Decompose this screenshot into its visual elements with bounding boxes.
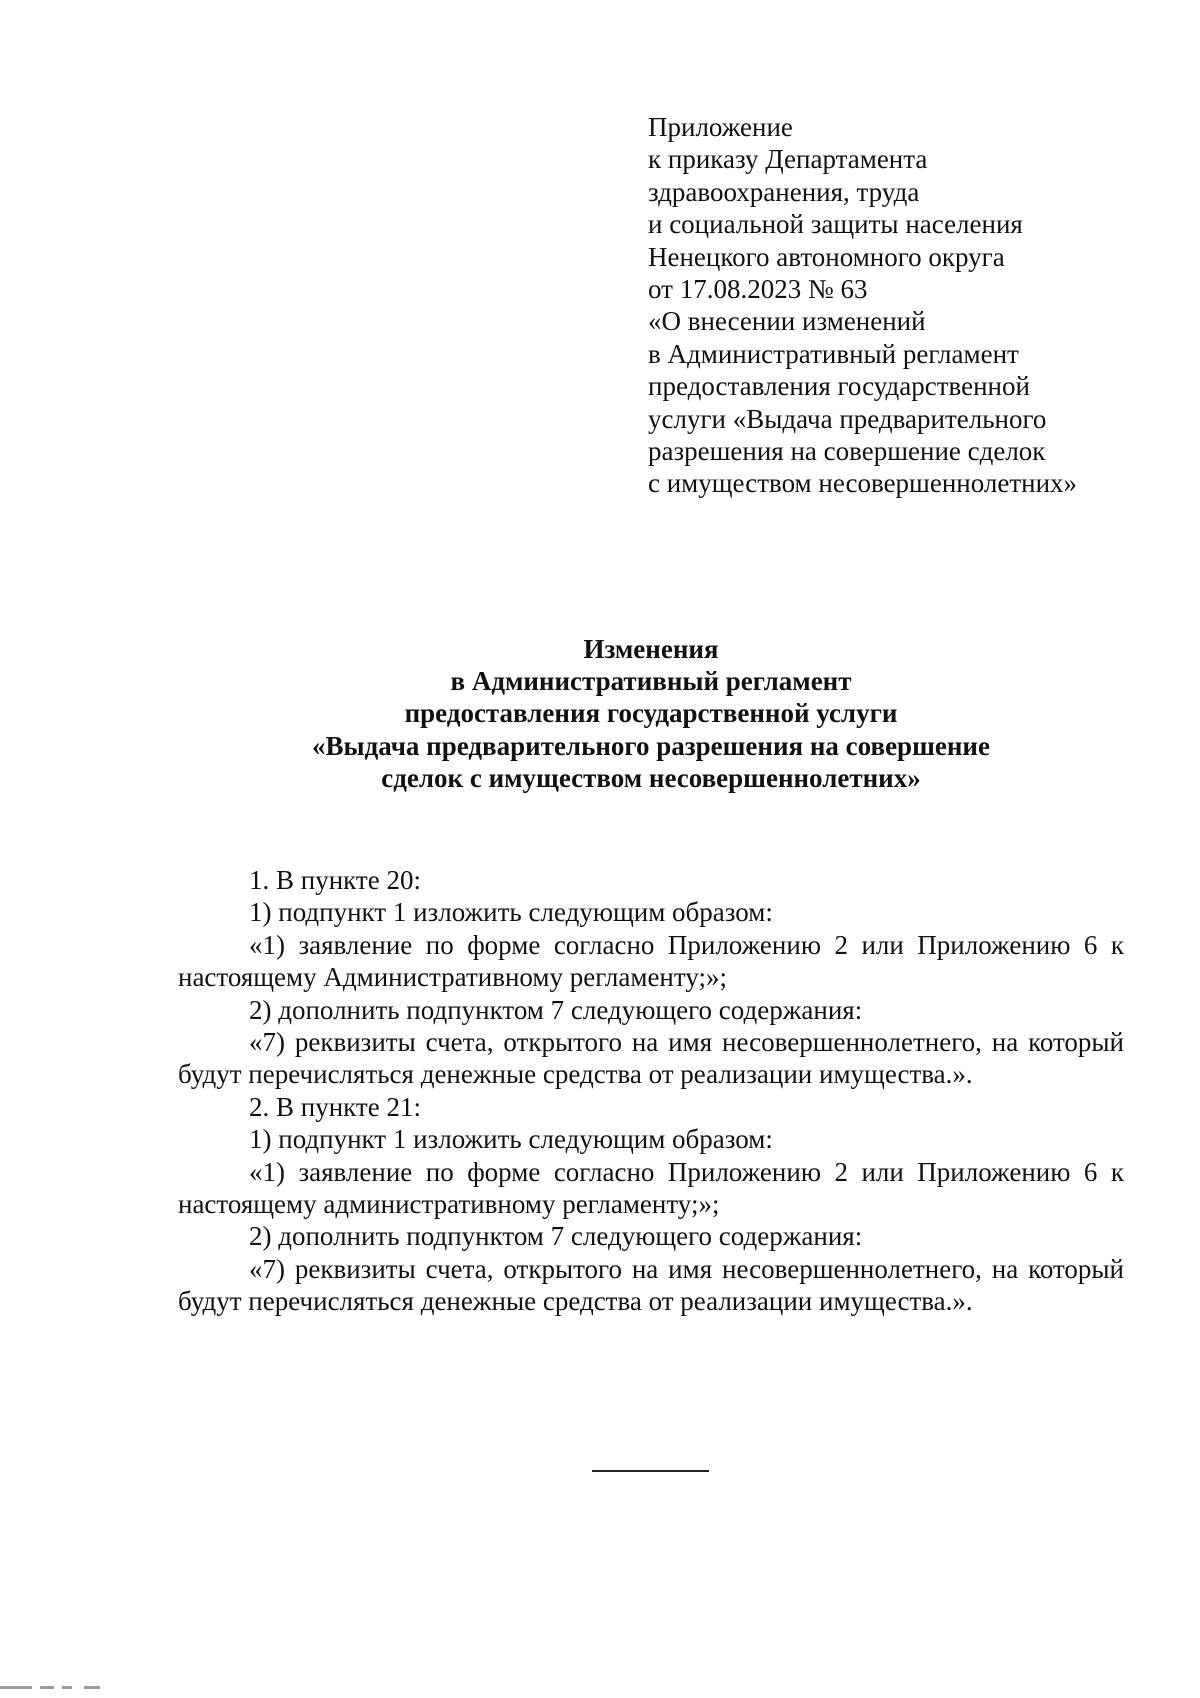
item-heading-point-20: 1. В пункте 20: [249, 865, 421, 895]
title-line: сделок с имуществом несовершеннолетних» [381, 762, 921, 793]
quoted-amendment: «7) реквизиты счета, открытого на имя несовершеннолетнего, на который будут перечисляться денежные средства от реализации имущества.». [178, 1253, 1124, 1317]
annex-line: от 17.08.2023 № 63 [648, 274, 868, 305]
annex-block [648, 111, 1168, 500]
document-body [178, 864, 1124, 1318]
scan-artifact [0, 1686, 110, 1690]
subitem-paragraph: 1) подпункт 1 изложить следующим образом: [249, 897, 773, 928]
annex-line: к приказу Департамента [648, 144, 928, 175]
annex-line: Ненецкого автономного округа [648, 241, 1005, 272]
annex-line: с имуществом несовершеннолетних» [648, 468, 1078, 499]
title-line: предоставления государственной услуги [404, 698, 898, 729]
subitem-paragraph: 2) дополнить подпунктом 7 следующего содержания: [249, 994, 863, 1025]
annex-line: разрешения на совершение сделок [648, 436, 1046, 467]
annex-line: здравоохранения, труда [648, 176, 920, 207]
quoted-amendment: «1) заявление по форме согласно Приложению 2 или Приложению 6 к настоящему Административному регламенту;»; [178, 929, 1124, 993]
annex-line: в Административный регламент [648, 338, 1019, 369]
annex-line: Приложение [648, 112, 793, 142]
title-line: «Выдача предварительного разрешения на совершение [312, 730, 990, 761]
document-title [178, 633, 1124, 794]
subitem-paragraph: 2) дополнить подпунктом 7 следующего содержания: [249, 1221, 863, 1252]
end-divider [592, 1470, 709, 1472]
quoted-amendment: «1) заявление по форме согласно Приложению 2 или Приложению 6 к настоящему административному регламенту;»; [178, 1156, 1124, 1220]
annex-line: предоставления государственной [648, 371, 1030, 402]
item-heading-point-21: 2. В пункте 21: [249, 1091, 421, 1122]
annex-line: услуги «Выдача предварительного [648, 403, 1047, 434]
title-line: в Административный регламент [450, 666, 852, 697]
title-line: Изменения [583, 634, 719, 664]
annex-line: «О внесении изменений [648, 306, 926, 337]
annex-line: и социальной защиты населения [648, 209, 1023, 240]
subitem-paragraph: 1) подпункт 1 изложить следующим образом: [249, 1124, 773, 1155]
quoted-amendment: «7) реквизиты счета, открытого на имя несовершеннолетнего, на который будут перечисляться денежные средства от реализации имущества.». [178, 1027, 1124, 1090]
